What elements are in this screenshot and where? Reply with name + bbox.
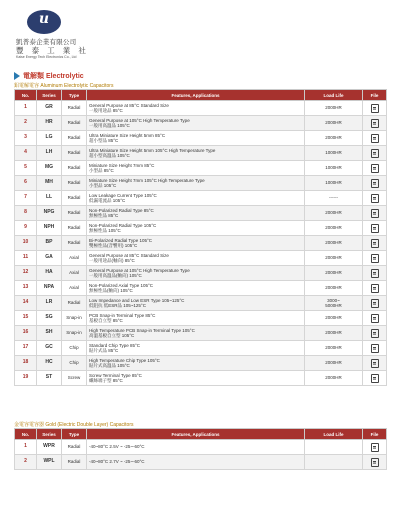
company-header — [0, 0, 400, 64]
cell-file — [363, 236, 387, 251]
cell-series: HA — [37, 266, 62, 281]
company-name-cn: 凱普泰企業有限公司 — [16, 39, 77, 46]
cell-features: PCB Snap-in Terminal Type 85°C 基板自立型 85°C — [87, 311, 305, 326]
cell-type: Radial — [62, 221, 87, 236]
pdf-file-icon[interactable] — [371, 314, 379, 323]
cell-no: 7 — [15, 191, 37, 206]
cell-features: Miniature Size Height 7mm 85°C 小型品 85°C — [87, 161, 305, 176]
col-header-no: No. — [15, 90, 37, 101]
cell-features: -40~80°C 2.7V ~ -25~-60°C — [87, 455, 305, 470]
cell-type: Axial — [62, 251, 87, 266]
cell-no: 1 — [15, 101, 37, 116]
table-header-row — [15, 429, 387, 440]
table-row — [15, 266, 387, 281]
table-row — [15, 176, 387, 191]
pdf-file-icon[interactable] — [371, 179, 379, 188]
pdf-file-icon[interactable] — [371, 269, 379, 278]
table-row — [15, 296, 387, 311]
pdf-file-icon[interactable] — [371, 299, 379, 308]
cell-file — [363, 131, 387, 146]
table-row — [15, 371, 387, 386]
cell-series: GR — [37, 101, 62, 116]
pdf-file-icon[interactable] — [371, 209, 379, 218]
cell-no: 6 — [15, 176, 37, 191]
cell-series: NPA — [37, 281, 62, 296]
pdf-file-icon[interactable] — [371, 329, 379, 338]
cell-features: Ultra Miniature Size Height 5mm 105°C High Temperature Type 超小型高溫品 105°C — [87, 146, 305, 161]
cell-load-life: 1000HR — [305, 161, 363, 176]
cell-type: Radial — [62, 116, 87, 131]
table-row — [15, 281, 387, 296]
cell-features: Low Leakage Current Type 105°C 低漏電流品 105°C — [87, 191, 305, 206]
col-header-features: Features, Applications — [87, 429, 305, 440]
pdf-file-icon[interactable] — [371, 119, 379, 128]
cell-file — [363, 341, 387, 356]
gold-capacitor-table — [14, 428, 387, 470]
cell-file — [363, 161, 387, 176]
cell-load-life: 2000HR — [305, 116, 363, 131]
col-header-type: Type — [62, 90, 87, 101]
cell-features: General Purpose at 105°C High Temperature Type 一般用高溫品(軸向) 105°C — [87, 266, 305, 281]
cell-load-life: 2000HR — [305, 341, 363, 356]
cell-load-life: 2000HR — [305, 236, 363, 251]
cell-features: Non-Polarized Axial Type 105°C 無極性品(軸向) 105°C — [87, 281, 305, 296]
cell-load-life: 2000HR — [305, 281, 363, 296]
table-row — [15, 101, 387, 116]
company-name-cn-secondary: 豐 泰 工 業 社 — [16, 46, 89, 55]
col-header-series: Series — [37, 429, 62, 440]
cell-no: 12 — [15, 266, 37, 281]
pdf-file-icon[interactable] — [371, 194, 379, 203]
table-row — [15, 206, 387, 221]
col-header-load-life: Load Life — [305, 429, 363, 440]
pdf-file-icon[interactable] — [371, 374, 379, 383]
cell-file — [363, 101, 387, 116]
cell-type: Chip — [62, 341, 87, 356]
cell-file — [363, 281, 387, 296]
cell-features: Low Impedance and Low ESR Type 105~125°C 低阻抗 低ESR品 105~125°C — [87, 296, 305, 311]
cell-series: WPR — [37, 440, 62, 455]
cell-load-life: 2000HR — [305, 356, 363, 371]
cell-no: 4 — [15, 146, 37, 161]
cell-series: BP — [37, 236, 62, 251]
cell-load-life: 2000HR — [305, 101, 363, 116]
company-name-en: Kaise Energy Tech Electronics Co., Ltd — [16, 55, 77, 59]
table-row — [15, 146, 387, 161]
pdf-file-icon[interactable] — [371, 224, 379, 233]
cell-series: NPH — [37, 221, 62, 236]
cell-series: GA — [37, 251, 62, 266]
cell-type: Radial — [62, 191, 87, 206]
pdf-file-icon[interactable] — [371, 254, 379, 263]
cell-file — [363, 455, 387, 470]
cell-load-life: 2000HR — [305, 371, 363, 386]
cell-file — [363, 356, 387, 371]
pdf-file-icon[interactable] — [371, 134, 379, 143]
cell-load-life: 1000HR — [305, 176, 363, 191]
cell-no: 19 — [15, 371, 37, 386]
cell-type: Radial — [62, 206, 87, 221]
cell-no: 18 — [15, 356, 37, 371]
cell-file — [363, 206, 387, 221]
cell-features: -40~80°C 2.5V ~ -25~-60°C — [87, 440, 305, 455]
cell-load-life: ------ — [305, 191, 363, 206]
pdf-file-icon[interactable] — [371, 443, 379, 452]
cell-series: NPG — [37, 206, 62, 221]
cell-file — [363, 296, 387, 311]
cell-series: LH — [37, 146, 62, 161]
cell-series: MH — [37, 176, 62, 191]
cell-load-life: 2000HR — [305, 206, 363, 221]
cell-features: High Temperature PCB Snap-in Terminal Type 105°C 高溫基板自立型 105°C — [87, 326, 305, 341]
cell-no: 14 — [15, 296, 37, 311]
cell-load-life: 3000~ 5000HR — [305, 296, 363, 311]
pdf-file-icon[interactable] — [371, 284, 379, 293]
table-row — [15, 191, 387, 206]
cell-series: GC — [37, 341, 62, 356]
cell-load-life: 2000HR — [305, 326, 363, 341]
table-row — [15, 440, 387, 455]
cell-no: 15 — [15, 311, 37, 326]
cell-load-life: 1000HR — [305, 146, 363, 161]
section-subtitle-aluminum: 鋁電解電容 Aluminum Electrolytic Capacitors — [14, 83, 114, 89]
cell-file — [363, 116, 387, 131]
table-row — [15, 116, 387, 131]
cell-type: Radial — [62, 161, 87, 176]
cell-type: Chip — [62, 356, 87, 371]
col-header-no: No. — [15, 429, 37, 440]
cell-file — [363, 371, 387, 386]
cell-series: MG — [37, 161, 62, 176]
cell-series: LG — [37, 131, 62, 146]
cell-no: 11 — [15, 251, 37, 266]
cell-features: Screw Terminal Type 85°C 螺絲端子型 85°C — [87, 371, 305, 386]
cell-file — [363, 146, 387, 161]
table-row — [15, 326, 387, 341]
col-header-type: Type — [62, 429, 87, 440]
cell-series: ST — [37, 371, 62, 386]
electrolytic-table — [14, 89, 387, 386]
cell-features: General Purpose at 85°C Standard Size 一般用途品 85°C — [87, 101, 305, 116]
cell-type: Radial — [62, 146, 87, 161]
pdf-file-icon[interactable] — [371, 359, 379, 368]
cell-type: Radial — [62, 296, 87, 311]
cell-features: Miniature Size Height 7mm 105°C High Temperature Type 小型品 105°C — [87, 176, 305, 191]
cell-type: Snap-in — [62, 311, 87, 326]
cell-type: Radial — [62, 131, 87, 146]
cell-type: Axial — [62, 266, 87, 281]
cell-features: Standard Chip Type 85°C 貼片式品 85°C — [87, 341, 305, 356]
cell-features: Bi-Polarized Radial Type 105°C 雙極性品(音響用) 105°C — [87, 236, 305, 251]
cell-features: General Purpose at 105°C High Temperature Type 一般用高溫品 105°C — [87, 116, 305, 131]
cell-file — [363, 440, 387, 455]
cell-load-life: 2000HR — [305, 266, 363, 281]
cell-series: HC — [37, 356, 62, 371]
cell-no: 8 — [15, 206, 37, 221]
cell-file — [363, 221, 387, 236]
logo-emblem-icon: u — [27, 10, 61, 34]
cell-load-life — [305, 455, 363, 470]
col-header-load-life: Load Life — [305, 90, 363, 101]
section-subtitle-gold: 金電容電容器 Gold (Electric Double Layer) Capacitors — [14, 422, 134, 428]
cell-file — [363, 326, 387, 341]
table-row — [15, 455, 387, 470]
cell-no: 13 — [15, 281, 37, 296]
cell-series: SH — [37, 326, 62, 341]
col-header-features: Features, Applications — [87, 90, 305, 101]
cell-series: LR — [37, 296, 62, 311]
cell-load-life: 2000HR — [305, 131, 363, 146]
pdf-file-icon[interactable] — [371, 458, 379, 467]
cell-features: General Purpose at 85°C Standard Size 一般用途品(軸向) 85°C — [87, 251, 305, 266]
table-row — [15, 236, 387, 251]
cell-type: Radial — [62, 440, 87, 455]
pdf-file-icon[interactable] — [371, 104, 379, 113]
cell-features: Non-Polarized Radial Type 105°C 無極性品 105°C — [87, 221, 305, 236]
cell-type: Screw — [62, 371, 87, 386]
cell-load-life: 2000HR — [305, 251, 363, 266]
cell-type: Radial — [62, 455, 87, 470]
col-header-file: File — [363, 90, 387, 101]
table-row — [15, 221, 387, 236]
table-row — [15, 161, 387, 176]
cell-series: LL — [37, 191, 62, 206]
cell-file — [363, 251, 387, 266]
cell-series: SG — [37, 311, 62, 326]
cell-load-life: 2000HR — [305, 311, 363, 326]
company-logo — [16, 10, 89, 60]
cell-no: 2 — [15, 455, 37, 470]
col-header-series: Series — [37, 90, 62, 101]
table-row — [15, 131, 387, 146]
cell-file — [363, 191, 387, 206]
cell-features: Ultra Miniature Size Height 5mm 85°C 超小型品 85°C — [87, 131, 305, 146]
cell-file — [363, 266, 387, 281]
cell-no: 5 — [15, 161, 37, 176]
cell-no: 17 — [15, 341, 37, 356]
cell-no: 3 — [15, 131, 37, 146]
cell-file — [363, 311, 387, 326]
pdf-file-icon[interactable] — [371, 149, 379, 158]
cell-type: Snap-in — [62, 326, 87, 341]
table-row — [15, 341, 387, 356]
cell-no: 16 — [15, 326, 37, 341]
table-row — [15, 311, 387, 326]
pdf-file-icon[interactable] — [371, 164, 379, 173]
cell-type: Radial — [62, 236, 87, 251]
cell-no: 10 — [15, 236, 37, 251]
cell-features: Non-Polarized Radial Type 85°C 無極性品 85°C — [87, 206, 305, 221]
cell-no: 1 — [15, 440, 37, 455]
table-header-row — [15, 90, 387, 101]
pdf-file-icon[interactable] — [371, 239, 379, 248]
section-title-electrolytic: 電解類 Electrolytic — [14, 71, 84, 81]
table-row — [15, 356, 387, 371]
cell-series: HR — [37, 116, 62, 131]
cell-no: 2 — [15, 116, 37, 131]
col-header-file: File — [363, 429, 387, 440]
table-row — [15, 251, 387, 266]
pdf-file-icon[interactable] — [371, 344, 379, 353]
cell-type: Axial — [62, 281, 87, 296]
arrow-icon — [14, 72, 20, 80]
cell-load-life: 2000HR — [305, 221, 363, 236]
cell-series: WPL — [37, 455, 62, 470]
cell-features: High Temperature Chip Type 105°C 貼片式高溫品 105°C — [87, 356, 305, 371]
cell-type: Radial — [62, 101, 87, 116]
cell-type: Radial — [62, 176, 87, 191]
cell-no: 9 — [15, 221, 37, 236]
cell-load-life — [305, 440, 363, 455]
cell-file — [363, 176, 387, 191]
